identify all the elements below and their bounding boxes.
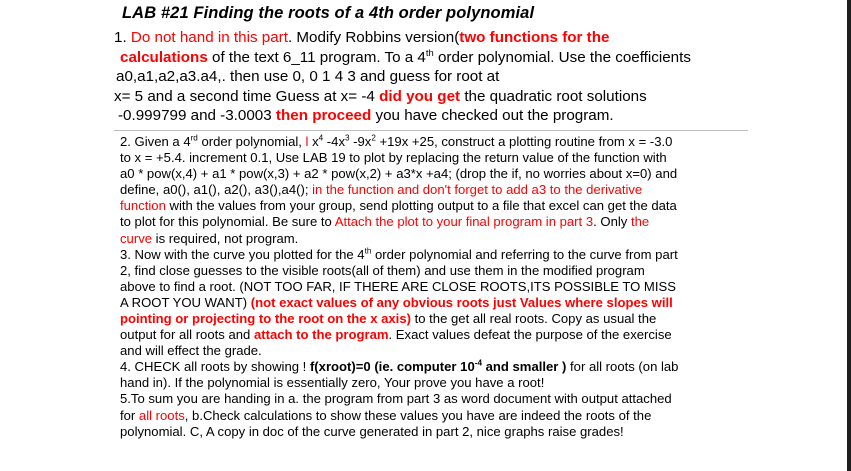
part-1 <box>114 28 744 126</box>
part-3-line: above to find a root. (NOT TOO FAR, IF THERE ARE CLOSE ROOTS,ITS POSSIBLE TO MISS <box>120 278 676 294</box>
part-2 <box>114 134 744 247</box>
part-3-line: 3. Now with the curve you plotted for the 4th order polynomial and referring to the curve from part <box>120 246 678 262</box>
page-edge <box>847 0 851 471</box>
part-4-line: hand in). If the polynomial is essentially zero, Your prove you have a root! <box>120 375 545 391</box>
part-2-line: to plot for this polynomial. Be sure to Attach the plot to your final program in part 3. Only the <box>120 214 650 230</box>
part-3-line: 2, find close guesses to the visible roots(all of them) and use them in the modified program <box>120 262 645 278</box>
part-4 <box>114 359 744 391</box>
part-2-line: define, a0(), a1(), a2(), a3(),a4(); in the function and don't forget to add a3 to the derivative <box>120 182 643 198</box>
part-3-line: output for all roots and attach to the program. Exact values defeat the purpose of the exercise <box>120 327 672 343</box>
part-5-line: polynomial. C, A copy in doc of the curve generated in part 2, nice graphs raise grades! <box>120 423 624 439</box>
part-1-line: x= 5 and a second time Guess at x= -4 did you get the quadratic root solutions <box>114 87 647 105</box>
part-3-line: and will effect the grade. <box>120 343 262 359</box>
divider <box>114 130 748 131</box>
part-2-line: function with the values from your group, send plotting output to a file that excel can get the data <box>120 198 677 214</box>
part-5-line: 5.To sum you are handing in a. the program from part 3 as word document with output attached <box>120 391 672 407</box>
part-1-line: calculations of the text 6_11 program. To a 4th order polynomial. Use the coefficients <box>120 46 691 66</box>
parts-2-to-5 <box>114 134 744 440</box>
part-1-line: a0,a1,a2,a3.a4,. then use 0, 0 1 4 3 and guess for root at <box>116 68 500 86</box>
part-5 <box>114 391 744 439</box>
document-title: LAB #21 Finding the roots of a 4th order polynomial <box>122 4 535 22</box>
part-4-line: 4. CHECK all roots by showing ! f(xroot)=0 (ie. computer $10^{-4}$ and smaller ) for all roots (on lab <box>120 358 679 375</box>
part-3-line: A ROOT YOU WANT) (not exact values of any obvious roots just Values where slopes will <box>120 294 673 310</box>
lab-document <box>114 0 744 440</box>
part-3-line: pointing or projecting to the root on the x axis) to the get all real roots. Copy as usual the <box>120 311 657 326</box>
part-1-line: 1. Do not hand in this part. Modify Robbins version(two functions for the <box>114 29 610 46</box>
part-2-line: a0 * pow(x,4) + a1 * pow(x,3) + a2 * pow(x,2) + a3*x +a4; (drop the if, no worries about x=0) and <box>120 166 678 182</box>
part-2-line: 2. Given a 4rd order polynomial, l $x^4$ $-4x^3$ $-9x^2 +19x +25$, construct a plotting routine from x = -3.0 <box>120 133 673 149</box>
do-not-hand-in-text: Do not hand in this part <box>130 29 288 46</box>
part-1-line: -0.999799 and -3.0003 then proceed you have checked out the program. <box>118 107 614 125</box>
part-2-line: curve is required, not program. <box>120 230 299 246</box>
part-3 <box>114 247 744 360</box>
part-2-line: to x = +5.4. increment 0.1, Use LAB 19 to plot by replacing the return value of the function with <box>120 150 667 166</box>
part-5-line: for all roots, b.Check calculations to show these values you have are indeed the roots of the <box>120 407 652 423</box>
